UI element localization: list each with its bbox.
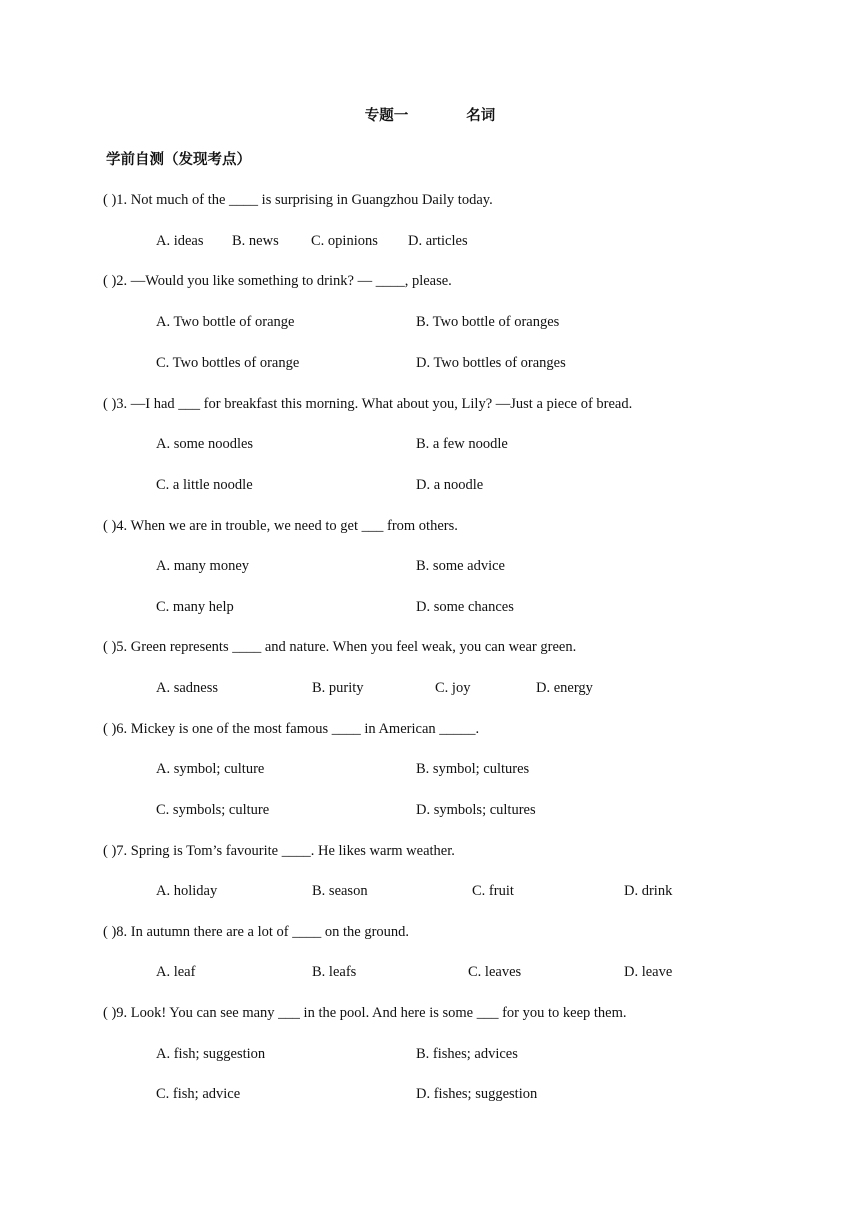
q9-option-c: C. fish; advice xyxy=(156,1086,241,1102)
q6-option-c: C. symbols; culture xyxy=(156,802,270,818)
q1-option-c: C. opinions xyxy=(311,233,378,249)
q2-option-a: A. Two bottle of orange xyxy=(156,314,295,330)
question-4: ( )4. When we are in trouble, we need to get ___ from others. xyxy=(103,518,458,534)
q3-option-a: A. some noodles xyxy=(156,436,254,452)
question-7: ( )7. Spring is Tom’s favourite ____. He likes warm weather. xyxy=(103,843,455,859)
q7-option-b: B. season xyxy=(312,883,368,899)
q4-option-b: B. some advice xyxy=(416,558,505,574)
q4-option-a: A. many money xyxy=(156,558,250,574)
q5-option-c: C. joy xyxy=(435,680,471,696)
q8-option-b: B. leafs xyxy=(312,964,357,980)
q1-option-d: D. articles xyxy=(408,233,468,249)
q1-option-a: A. ideas xyxy=(156,233,204,249)
page-title xyxy=(0,104,860,125)
q7-option-c: C. fruit xyxy=(472,883,514,899)
q3-option-d: D. a noodle xyxy=(416,477,484,493)
q7-option-d: D. drink xyxy=(624,883,673,899)
question-8: ( )8. In autumn there are a lot of ____ on the ground. xyxy=(103,924,410,940)
q5-option-d: D. energy xyxy=(536,680,593,696)
q3-option-c: C. a little noodle xyxy=(156,477,253,493)
q2-option-c: C. Two bottles of orange xyxy=(156,355,300,371)
q4-option-c: C. many help xyxy=(156,599,234,615)
question-5: ( )5. Green represents ____ and nature. When you feel weak, you can wear green. xyxy=(103,639,577,655)
title-topic-name: 名词 xyxy=(466,108,496,124)
q9-option-b: B. fishes; advices xyxy=(416,1046,518,1062)
q5-option-b: B. purity xyxy=(312,680,364,696)
q1-option-b: B. news xyxy=(232,233,279,249)
q2-option-d: D. Two bottles of oranges xyxy=(416,355,566,371)
q7-option-a: A. holiday xyxy=(156,883,218,899)
q6-option-d: D. symbols; cultures xyxy=(416,802,536,818)
question-3: ( )3. —I had ___ for breakfast this morning. What about you, Lily? —Just a piece of bread. xyxy=(103,396,633,412)
q2-option-b: B. Two bottle of oranges xyxy=(416,314,560,330)
q8-option-a: A. leaf xyxy=(156,964,196,980)
q4-option-d: D. some chances xyxy=(416,599,514,615)
question-6: ( )6. Mickey is one of the most famous ____ in American _____. xyxy=(103,721,480,737)
q5-option-a: A. sadness xyxy=(156,680,219,696)
q6-option-b: B. symbol; cultures xyxy=(416,761,530,777)
question-9: ( )9. Look! You can see many ___ in the pool. And here is some ___ for you to keep them. xyxy=(103,1005,627,1021)
question-2: ( )2. —Would you like something to drink? — ____, please. xyxy=(103,273,452,289)
section-heading: 学前自测（发现考点） xyxy=(106,152,251,168)
question-1: ( )1. Not much of the ____ is surprising in Guangzhou Daily today. xyxy=(103,192,493,208)
q9-option-d: D. fishes; suggestion xyxy=(416,1086,538,1102)
q8-option-d: D. leave xyxy=(624,964,673,980)
q3-option-b: B. a few noodle xyxy=(416,436,508,452)
title-topic-number: 专题一 xyxy=(364,108,409,124)
q6-option-a: A. symbol; culture xyxy=(156,761,265,777)
q9-option-a: A. fish; suggestion xyxy=(156,1046,266,1062)
q8-option-c: C. leaves xyxy=(468,964,522,980)
